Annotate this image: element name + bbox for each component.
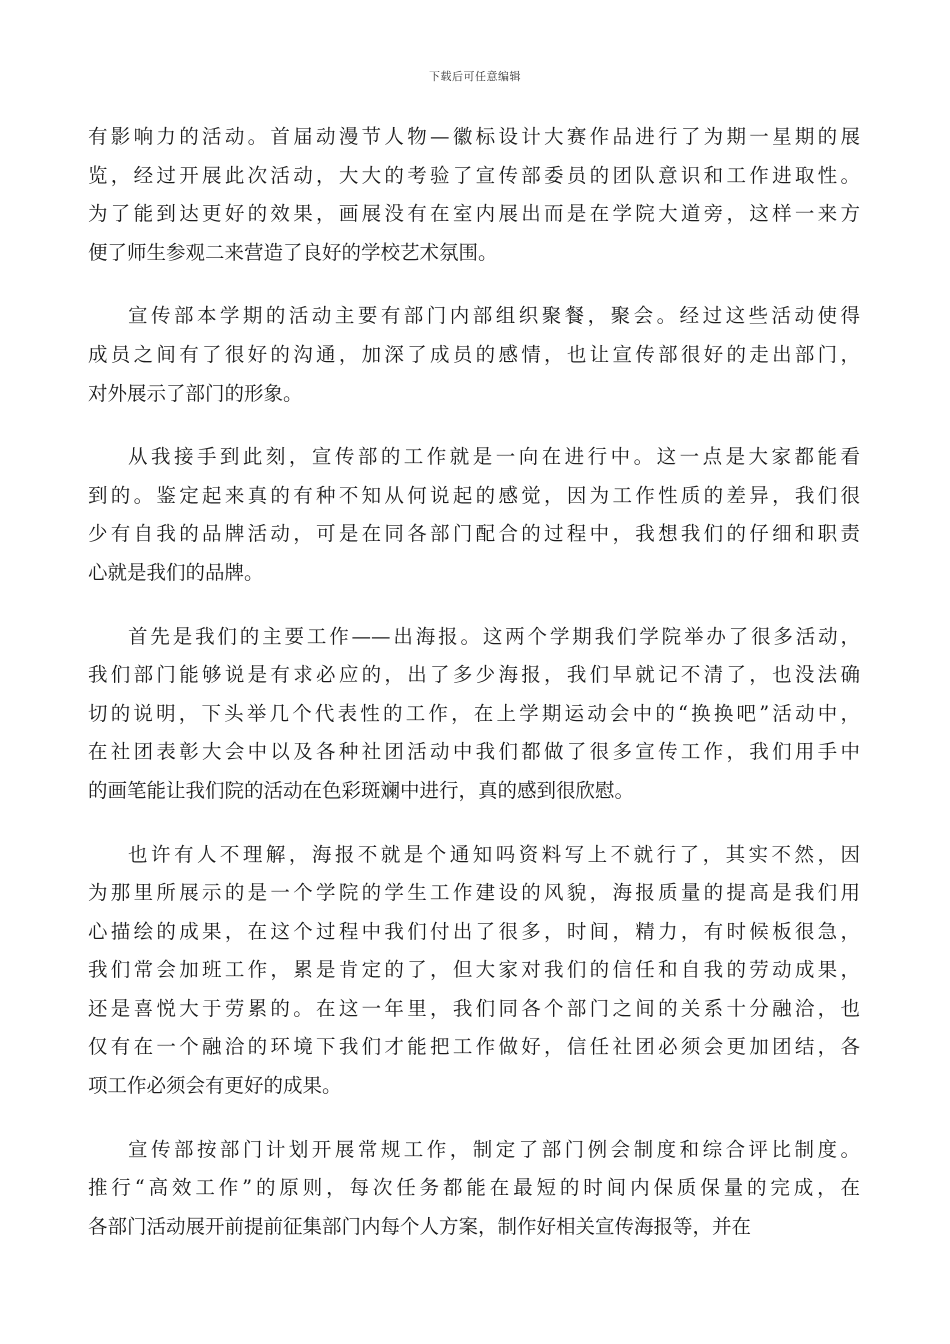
document-body xyxy=(88,118,860,1271)
text-line: 还是喜悦大于劳累的。在这一年里，我们同各个部门之间的关系十分融洽，也 xyxy=(88,996,860,1020)
text-line: 仅有在一个融洽的环境下我们才能把工作做好，信任社团必须会更加团结，各 xyxy=(88,1035,860,1059)
text-line: 心就是我们的品牌。 xyxy=(88,560,264,584)
page-header: 下载后可任意编辑 xyxy=(429,70,521,83)
text-line: 首先是我们的主要工作——出海报。这两个学期我们学院举办了很多活动， xyxy=(128,624,860,648)
text-line: 从我接手到此刻，宣传部的工作就是一向在进行中。这一点是大家都能看 xyxy=(128,445,860,469)
text-line: 推行“高效工作”的原则，每次任务都能在最短的时间内保质保量的完成，在 xyxy=(88,1176,860,1200)
text-line: 有影响力的活动。首届动漫节人物—徽标设计大赛作品进行了为期一星期的展 xyxy=(88,125,860,148)
text-line: 在社团表彰大会中以及各种社团活动中我们都做了很多宣传工作，我们用手中 xyxy=(88,740,860,764)
text-line: 少有自我的品牌活动，可是在同各部门配合的过程中，我想我们的仔细和职责 xyxy=(88,522,860,546)
paragraph xyxy=(88,1131,860,1247)
paragraph xyxy=(88,297,860,413)
text-line: 我们部门能够说是有求必应的，出了多少海报，我们早就记不清了，也没法确 xyxy=(88,663,860,687)
text-line: 我们常会加班工作，累是肯定的了，但大家对我们的信任和自我的劳动成果， xyxy=(88,958,860,982)
paragraph xyxy=(88,118,860,272)
paragraph xyxy=(88,438,860,592)
text-line: 览，经过开展此次活动，大大的考验了宣传部委员的团队意识和工作进取性。 xyxy=(88,163,860,187)
text-line: 为那里所展示的是一个学院的学生工作建设的风貌，海报质量的提高是我们用 xyxy=(88,881,860,905)
paragraph xyxy=(88,618,860,811)
text-line: 项工作必须会有更好的成果。 xyxy=(88,1074,342,1098)
text-line: 也许有人不理解，海报不就是个通知吗资料写上不就行了，其实不然，因 xyxy=(128,842,860,866)
text-line: 到的。鉴定起来真的有种不知从何说起的感觉，因为工作性质的差异，我们很 xyxy=(88,483,860,507)
text-line: 为了能到达更好的效果，画展没有在室内展出而是在学院大道旁，这样一来方 xyxy=(88,202,860,226)
text-line: 宣传部本学期的活动主要有部门内部组织聚餐，聚会。经过这些活动使得 xyxy=(128,304,860,328)
text-line: 心描绘的成果，在这个过程中我们付出了很多，时间，精力，有时候板很急， xyxy=(88,919,860,943)
text-line: 切的说明，下头举几个代表性的工作，在上学期运动会中的“换换吧”活动中， xyxy=(88,701,860,725)
text-line: 便了师生参观二来营造了良好的学校艺术氛围。 xyxy=(88,240,498,264)
text-line: 对外展示了部门的形象。 xyxy=(88,381,303,405)
paragraph xyxy=(88,836,860,1106)
text-line: 各部门活动展开前提前征集部门内每个人方案，制作好相关宣传海报等，并在 xyxy=(88,1214,752,1238)
text-line: 的画笔能让我们院的活动在色彩斑斓中进行，真的感到很欣慰。 xyxy=(88,778,635,802)
text-line: 成员之间有了很好的沟通，加深了成员的感情，也让宣传部很好的走出部门， xyxy=(88,342,860,366)
text-line: 宣传部按部门计划开展常规工作，制定了部门例会制度和综合评比制度。 xyxy=(128,1137,860,1161)
